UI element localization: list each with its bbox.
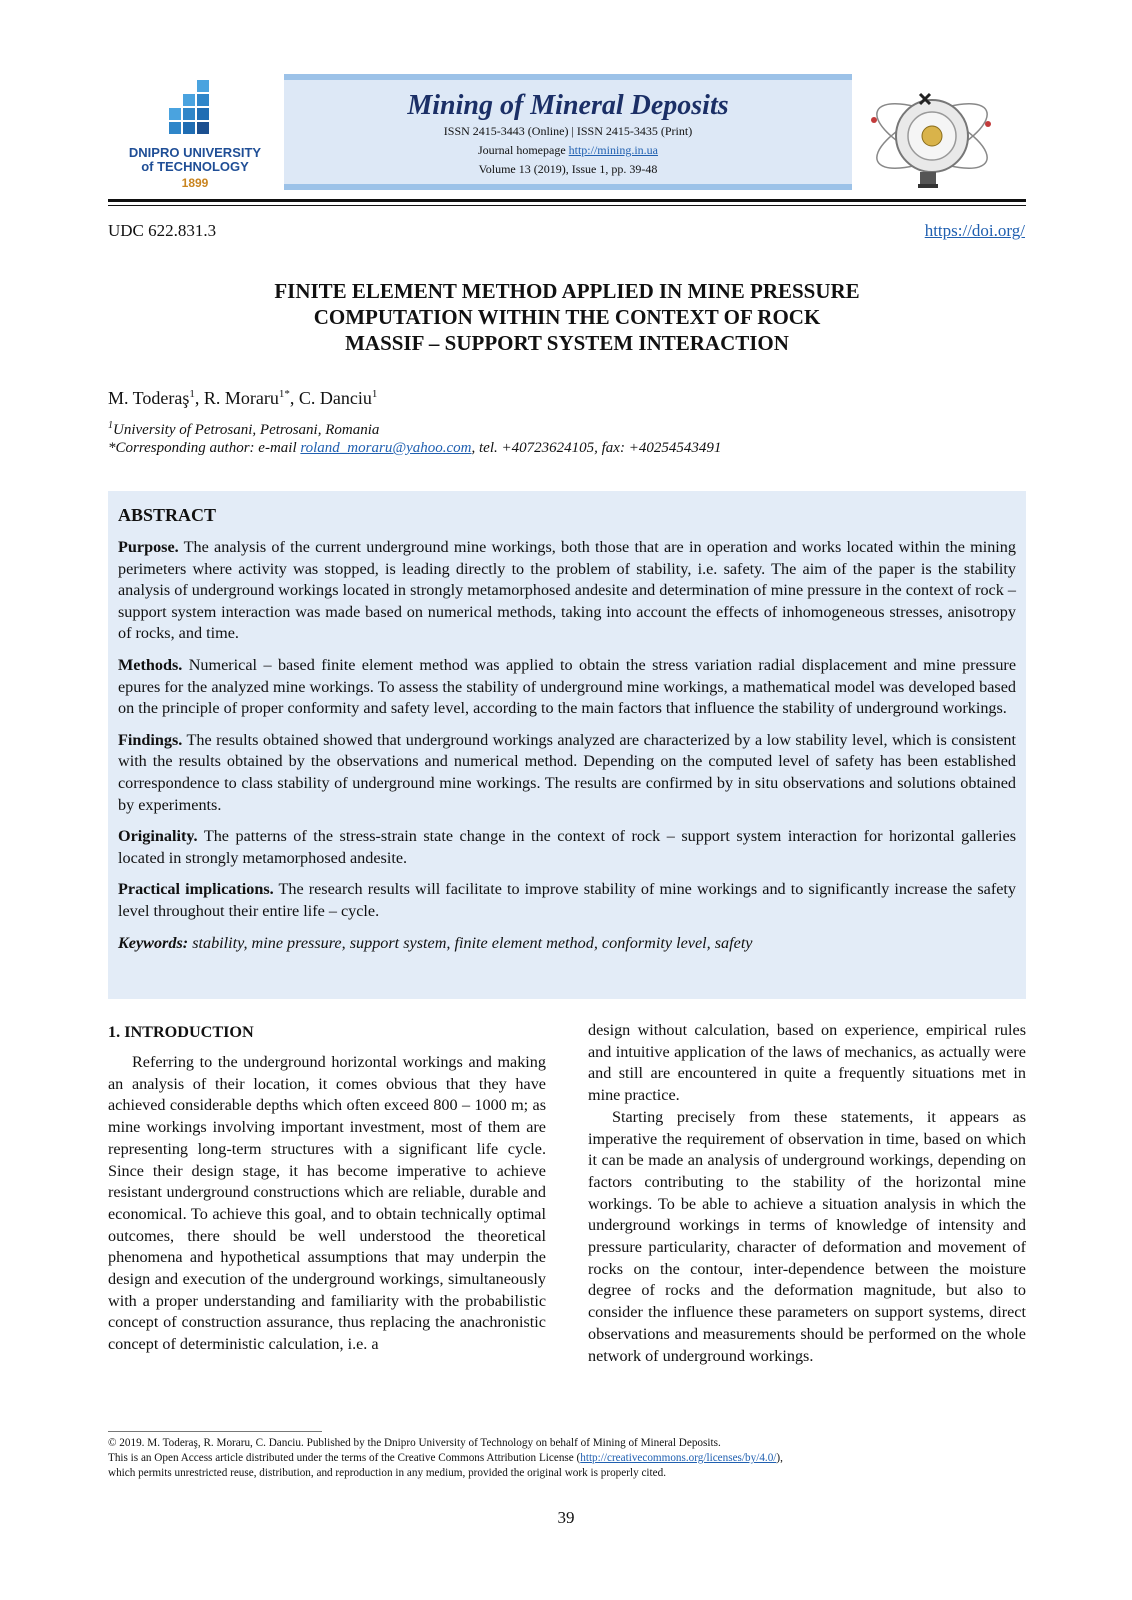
journal-volume: Volume 13 (2019), Issue 1, pp. 39-48	[478, 162, 658, 176]
university-name-line1: DNIPRO UNIVERSITY	[128, 145, 262, 160]
udc-code: UDC 622.831.3	[108, 221, 217, 240]
body-column-right	[588, 1020, 1026, 1367]
author-affiliation-mark: 1	[371, 388, 378, 400]
keywords-label: Keywords:	[118, 933, 189, 952]
author-name: M. Toderaş	[108, 388, 190, 408]
introduction-paragraph-2: Starting precisely from these statements, it appears as imperative the requirement of observation in time, based on which it can be made an analysis of underground workings, depending on factors contributing to the stability of the horizontal mine workings. To be able to achieve a situation analysis in which the underground workings in terms of knowledge of intensity and pressure particularity, character of deformation and movement of rocks on the contour, inter-dependence between the moisture degree of rocks and the deformation magnitude, but also to consider the influence these parameters on support systems, direct observations and measurements should be performed on the whole network of underground workings.	[588, 1107, 1026, 1365]
journal-homepage-link[interactable]: http://mining.in.ua	[568, 143, 658, 157]
header-rule-thin	[108, 205, 1026, 206]
abstract-purpose-text: The analysis of the current underground mine workings, both those that are in operation and works located within the mining perimeters where activity was stopped, is leading directly to the problem of stability, i.e. safety. The aim of the paper is the stability analysis of underground workings located in strongly metamorphosed andesite and determination of mine pressure in the context of rock – support system interaction was made based on numerical methods, taking into account the effects of inhomogeneous stresses, anisotropy of rocks, and time.	[118, 538, 1016, 643]
journal-issn: ISSN 2415-3443 (Online) | ISSN 2415-3435 (Print)	[443, 124, 693, 138]
affiliation-mark: 1	[108, 420, 113, 431]
corresponding-prefix: *Corresponding author: e-mail	[108, 440, 301, 456]
footnote-rule	[108, 1431, 322, 1432]
author-separator: ,	[194, 388, 204, 408]
corresponding-contacts: , tel. +40723624105, fax: +40254543491	[471, 440, 722, 456]
journal-title: Mining of Mineral Deposits	[407, 90, 729, 121]
license-line	[108, 1451, 1026, 1466]
license-suffix: ),	[776, 1452, 783, 1464]
abstract-heading: ABSTRACT	[118, 505, 217, 525]
university-logo-icon	[167, 80, 223, 142]
abstract-implications-text: The research results will facilitate to improve stability of mine workings and to significantly increase the safety level throughout their entire life – cycle.	[118, 880, 1016, 920]
title-line-3: MASSIF – SUPPORT SYSTEM INTERACTION	[345, 331, 789, 355]
abstract-originality	[118, 826, 1016, 869]
copyright-footnote	[108, 1436, 1026, 1481]
university-name-line2: of TECHNOLOGY	[141, 159, 249, 174]
author-list	[108, 388, 377, 409]
affiliation-text: University of Petrosani, Petrosani, Romania	[113, 422, 380, 438]
abstract-implications-label: Practical implications.	[118, 880, 274, 899]
abstract-purpose-label: Purpose.	[118, 538, 179, 556]
journal-emblem	[868, 80, 996, 192]
doi-link[interactable]: https://doi.org/	[924, 221, 1025, 240]
abstract-findings	[118, 730, 1016, 816]
abstract-keywords	[118, 933, 1016, 954]
abstract-implications	[118, 879, 1016, 922]
abstract-methods	[118, 655, 1016, 720]
author-name: R. Moraru	[203, 388, 279, 408]
abstract-box	[108, 491, 1026, 999]
university-logo	[115, 80, 275, 192]
author-affiliation-mark: 1	[189, 388, 195, 400]
journal-homepage-label: Journal homepage	[478, 143, 569, 157]
license-terms-line: which permits unrestricted reuse, distribution, and reproduction in any medium, provided the original work is properly cited.	[108, 1467, 666, 1479]
author-separator: ,	[289, 388, 299, 408]
journal-banner	[284, 74, 852, 190]
author-name: C. Danciu	[298, 388, 372, 408]
paper-title	[108, 278, 1026, 356]
header-rule-thick	[108, 199, 1026, 202]
abstract-methods-text: Numerical – based finite element method was applied to obtain the stress variation radial displacement and mine pressure epures for the analyzed mine workings. To assess the stability of underground mine workings, a mathematical model was developed based on the principle of proper conformity and safety level, according to the main factors that influence the stability of underground workings.	[118, 655, 1016, 718]
journal-emblem-icon	[868, 80, 996, 192]
license-link[interactable]: http://creativecommons.org/licenses/by/4.0/	[580, 1452, 777, 1464]
affiliation	[108, 420, 379, 439]
abstract-purpose	[118, 537, 1016, 645]
corresponding-author	[108, 440, 721, 457]
copyright-line: © 2019. M. Toderaş, R. Moraru, C. Danciu. Published by the Dnipro University of Technology on behalf of Mining of Mineral Deposits.	[108, 1437, 721, 1449]
journal-homepage	[284, 141, 852, 160]
abstract-originality-text: The patterns of the stress-strain state change in the context of rock – support system interaction for horizontal galleries located in strongly metamorphosed andesite.	[118, 827, 1016, 867]
abstract-originality-label: Originality.	[118, 827, 198, 846]
abstract-findings-text: The results obtained showed that underground workings analyzed are characterized by a low stability level, which is consistent with the results obtained by the observations and numerical method. Depending on the computed level of safety has been established correspondence to class stability of underground mine workings. The results are confirmed by in situ observations and solutions obtained by experiments.	[118, 730, 1016, 814]
page-number: 39	[557, 1508, 575, 1527]
body-column-left	[108, 1022, 546, 1356]
introduction-paragraph-1: Referring to the underground horizontal workings and making an analysis of their location, it comes obvious that they have achieved considerable depths which often exceed 800 – 1000 m; as mine workings involving important investment, most of them are representing long-term structures with a significant life cycle. Since their design stage, it has become imperative to achieve resistant underground constructions which are reliable, durable and economical. To achieve this goal, and to obtain technically optimal outcomes, there should be well understood the theoretical phenomena and hypothetical assumptions that may underpin the design and execution of the underground workings, simultaneously with a proper understanding and familiarity with the probabilistic concept of construction assurance, thus replacing the anachronistic concept of deterministic calculation, i.e. a	[108, 1053, 546, 1354]
corresponding-email-link[interactable]: roland_moraru@yahoo.com	[300, 440, 472, 456]
keywords-text: stability, mine pressure, support system, finite element method, conformity level, safety	[188, 933, 753, 952]
introduction-heading: 1. INTRODUCTION	[108, 1023, 254, 1041]
title-line-1: FINITE ELEMENT METHOD APPLIED IN MINE PRESSURE	[274, 279, 860, 303]
title-line-2: COMPUTATION WITHIN THE CONTEXT OF ROCK	[313, 305, 821, 329]
license-prefix: This is an Open Access article distributed under the terms of the Creative Commons Attribution License (	[108, 1452, 581, 1464]
author-affiliation-mark: 1*	[278, 388, 290, 400]
abstract-methods-label: Methods.	[118, 655, 183, 674]
abstract-findings-label: Findings.	[118, 730, 183, 749]
introduction-paragraph-1-continued: design without calculation, based on experience, empirical rules and intuitive application of the laws of mechanics, as actually were and still are encountered in quite a frequently situations met in mine practice.	[588, 1021, 1026, 1105]
university-founding-year: 1899	[181, 176, 209, 190]
